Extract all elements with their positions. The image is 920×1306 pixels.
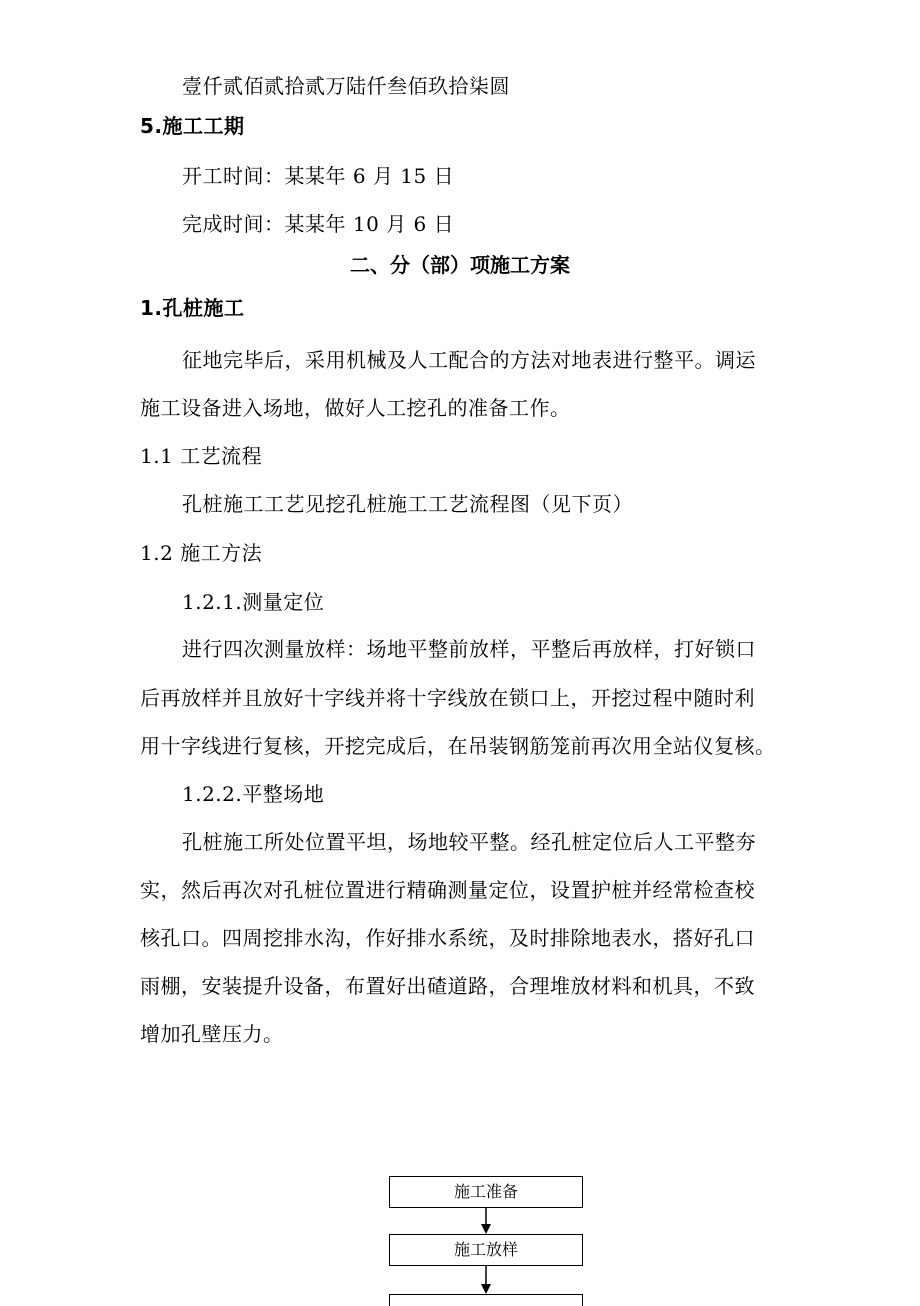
para1-line1: 征地完毕后，采用机械及人工配合的方法对地表进行整平。调运 xyxy=(182,348,756,372)
flow-arrow-2 xyxy=(479,1266,493,1294)
para3-line2: 实，然后再次对孔桩位置进行精确测量定位，设置护桩并经常检查校 xyxy=(140,878,755,902)
section-1-heading: 1.孔桩施工 xyxy=(140,296,245,320)
para2-line2: 后再放样并且放好十字线并将十字线放在锁口上，开挖过程中随时利 xyxy=(140,686,755,710)
section-5-heading: 5.施工工期 xyxy=(140,114,245,138)
subsection-1-1-heading: 1.1 工艺流程 xyxy=(140,444,263,468)
para3-line4: 雨棚，安装提升设备，布置好出碴道路，合理堆放材料和机具，不致 xyxy=(140,974,755,998)
flow-step-preparation: 施工准备 xyxy=(389,1176,583,1208)
para3-line3: 核孔口。四周挖排水沟，作好排水系统，及时排除地表水，搭好孔口 xyxy=(140,926,755,950)
para3-line1: 孔桩施工所处位置平坦，场地较平整。经孔桩定位后人工平整夯 xyxy=(182,830,756,854)
amount-in-words: 壹仟贰佰贰拾贰万陆仟叁佰玖拾柒圆 xyxy=(182,74,510,98)
subsection-1-2-2-heading: 1.2.2.平整场地 xyxy=(182,782,325,806)
para2-line3: 用十字线进行复核，开挖完成后，在吊装钢筋笼前再次用全站仪复核。 xyxy=(140,734,776,758)
para1-line2: 施工设备进入场地，做好人工挖孔的准备工作。 xyxy=(140,396,571,420)
para3-line5: 增加孔壁压力。 xyxy=(140,1022,284,1046)
flow-step-next-partial xyxy=(389,1294,583,1306)
subsection-1-2-1-heading: 1.2.1.测量定位 xyxy=(182,590,325,614)
subsection-1-2-heading: 1.2 施工方法 xyxy=(140,541,263,565)
subsection-1-1-text: 孔桩施工工艺见挖孔桩施工工艺流程图（见下页） xyxy=(182,492,633,516)
chapter-title: 二、分（部）项施工方案 xyxy=(350,253,570,277)
flow-step-layout: 施工放样 xyxy=(389,1234,583,1266)
flow-arrow-1 xyxy=(479,1208,493,1234)
start-time: 开工时间：某某年 6 月 15 日 xyxy=(182,164,455,188)
para2-line1: 进行四次测量放样：场地平整前放样，平整后再放样，打好锁口 xyxy=(182,637,756,661)
finish-time: 完成时间：某某年 10 月 6 日 xyxy=(182,212,455,236)
